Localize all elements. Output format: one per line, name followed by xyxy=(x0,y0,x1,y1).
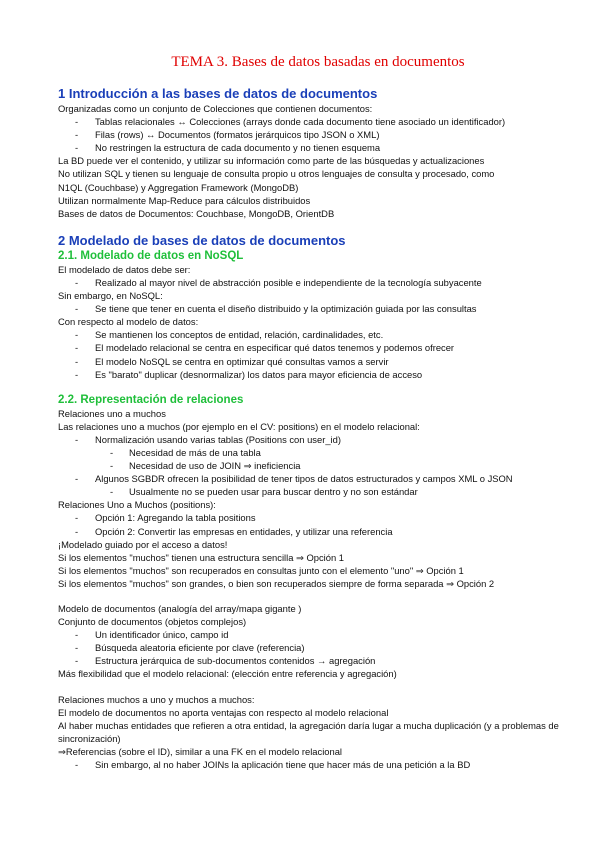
paragraph: Sin embargo, en NoSQL: xyxy=(58,290,163,302)
paragraph: No utilizan SQL y tienen su lenguaje de consulta propio u otros lenguajes de consulta y procesado, como xyxy=(58,168,495,180)
paragraph: Utilizan normalmente Map-Reduce para cálculos distribuidos xyxy=(58,194,311,206)
list-item: - Opción 1: Agregando la tabla positions xyxy=(58,511,560,524)
paragraph: El modelado de datos debe ser: xyxy=(58,263,191,275)
paragraph: Modelo de documentos (analogía del array/mapa gigante ) xyxy=(58,603,302,614)
list-item: - Se mantienen los conceptos de entidad, relación, cardinalidades, etc. xyxy=(58,328,560,341)
list-item: - No restringen la estructura de cada documento y no tienen esquema xyxy=(58,141,560,154)
paragraph: Conjunto de documentos (objetos complejos) xyxy=(58,616,247,628)
paragraph: Relaciones uno a muchos xyxy=(58,407,166,419)
paragraph: Si los elementos "muchos" tienen una estructura sencilla ⇒ Opción 1 xyxy=(58,551,345,563)
list-item: - Es "barato" duplicar (desnormalizar) los datos para mayor eficiencia de acceso xyxy=(58,368,560,381)
bullet-list xyxy=(58,758,560,771)
paragraph: La BD puede ver el contenido, y utilizar su información como parte de las búsquedas y actualizaciones xyxy=(58,155,485,167)
subsection-2-1-heading: 2.1. Modelado de datos en NoSQL xyxy=(58,249,244,262)
paragraph: N1QL (Couchbase) y Aggregation Framework (MongoDB) xyxy=(58,181,299,193)
section-1-heading: 1 Introducción a las bases de datos de documentos xyxy=(58,86,378,101)
paragraph: Más flexibilidad que el modelo relacional: (elección entre referencia y agregación) xyxy=(58,668,397,680)
list-item: - Estructura jerárquica de sub-documentos contenidos → agregación xyxy=(58,654,560,667)
list-item: - Algunos SGBDR ofrecen la posibilidad de tener tipos de datos estructurados y campos XML o JSON xyxy=(58,472,560,485)
list-item: - Sin embargo, al no haber JOINs la aplicación tiene que hacer más de una petición a la BD xyxy=(58,758,560,771)
list-item: - Tablas relacionales ↔ Colecciones (arrays donde cada documento tiene asociado un identificador) xyxy=(58,115,560,128)
paragraph: Organizadas como un conjunto de Colecciones que contienen documentos: xyxy=(58,103,373,114)
bullet-list xyxy=(58,628,560,667)
subsection-2-2-heading: 2.2. Representación de relaciones xyxy=(58,393,244,406)
bullet-list xyxy=(58,511,560,537)
document-title: TEMA 3. Bases de datos basadas en documentos xyxy=(171,54,465,70)
bullet-list xyxy=(58,328,560,380)
bullet-list xyxy=(58,115,560,154)
paragraph: Relaciones Uno a Muchos (positions): xyxy=(58,499,216,511)
list-item: - Usualmente no se pueden usar para buscar dentro y no son estándar xyxy=(58,485,560,498)
bullet-list xyxy=(58,302,560,315)
list-item: - Opción 2: Convertir las empresas en entidades, y utilizar una referencia xyxy=(58,525,560,538)
list-item: - Necesidad de más de una tabla xyxy=(58,446,560,459)
list-item: - Necesidad de uso de JOIN ⇒ ineficiencia xyxy=(58,459,560,472)
section-2-heading: 2 Modelado de bases de datos de documentos xyxy=(58,232,346,248)
list-item: - Realizado al mayor nivel de abstracción posible e independiente de la tecnología subyacente xyxy=(58,276,560,289)
list-item: - Normalización usando varias tablas (Positions con user_id) xyxy=(58,433,560,446)
list-item: - El modelo NoSQL se centra en optimizar qué consultas vamos a servir xyxy=(58,355,560,368)
list-item: - El modelado relacional se centra en especificar qué datos tenemos y podemos ofrecer xyxy=(58,341,560,354)
paragraph: ¡Modelado guiado por el acceso a datos! xyxy=(58,538,228,550)
paragraph: Las relaciones uno a muchos (por ejemplo en el CV: positions) en el modelo relacional: xyxy=(58,420,420,432)
paragraph: Si los elementos "muchos" son grandes, o bien son recuperados siempre de forma separada ⇒ Opción 2 xyxy=(58,577,495,589)
list-item: - Se tiene que tener en cuenta el diseño distribuido y la optimización guiada por las consultas xyxy=(58,302,560,315)
list-item: - Un identificador único, campo id xyxy=(58,628,560,641)
list-item: - Búsqueda aleatoria eficiente por clave (referencia) xyxy=(58,641,560,654)
paragraph: Con respecto al modelo de datos: xyxy=(58,316,199,328)
paragraph: Al haber muchas entidades que refieren a otra entidad, la agregación daría lugar a mucha duplicación (y a problemas de sincronización) xyxy=(58,719,559,744)
paragraph: Bases de datos de Documentos: Couchbase, MongoDB, OrientDB xyxy=(58,207,335,219)
bullet-list xyxy=(58,276,560,289)
paragraph: El modelo de documentos no aporta ventajas con respecto al modelo relacional xyxy=(58,706,389,718)
paragraph: Si los elementos "muchos" son recuperados en consultas junto con el elemento "uno" ⇒ Opción 1 xyxy=(58,564,464,576)
paragraph: Relaciones muchos a uno y muchos a muchos: xyxy=(58,693,255,705)
bullet-list xyxy=(58,433,560,498)
list-item: - Filas (rows) ↔ Documentos (formatos jerárquicos tipo JSON o XML) xyxy=(58,128,560,141)
paragraph: ⇒Referencias (sobre el ID), similar a una FK en el modelo relacional xyxy=(58,745,343,757)
